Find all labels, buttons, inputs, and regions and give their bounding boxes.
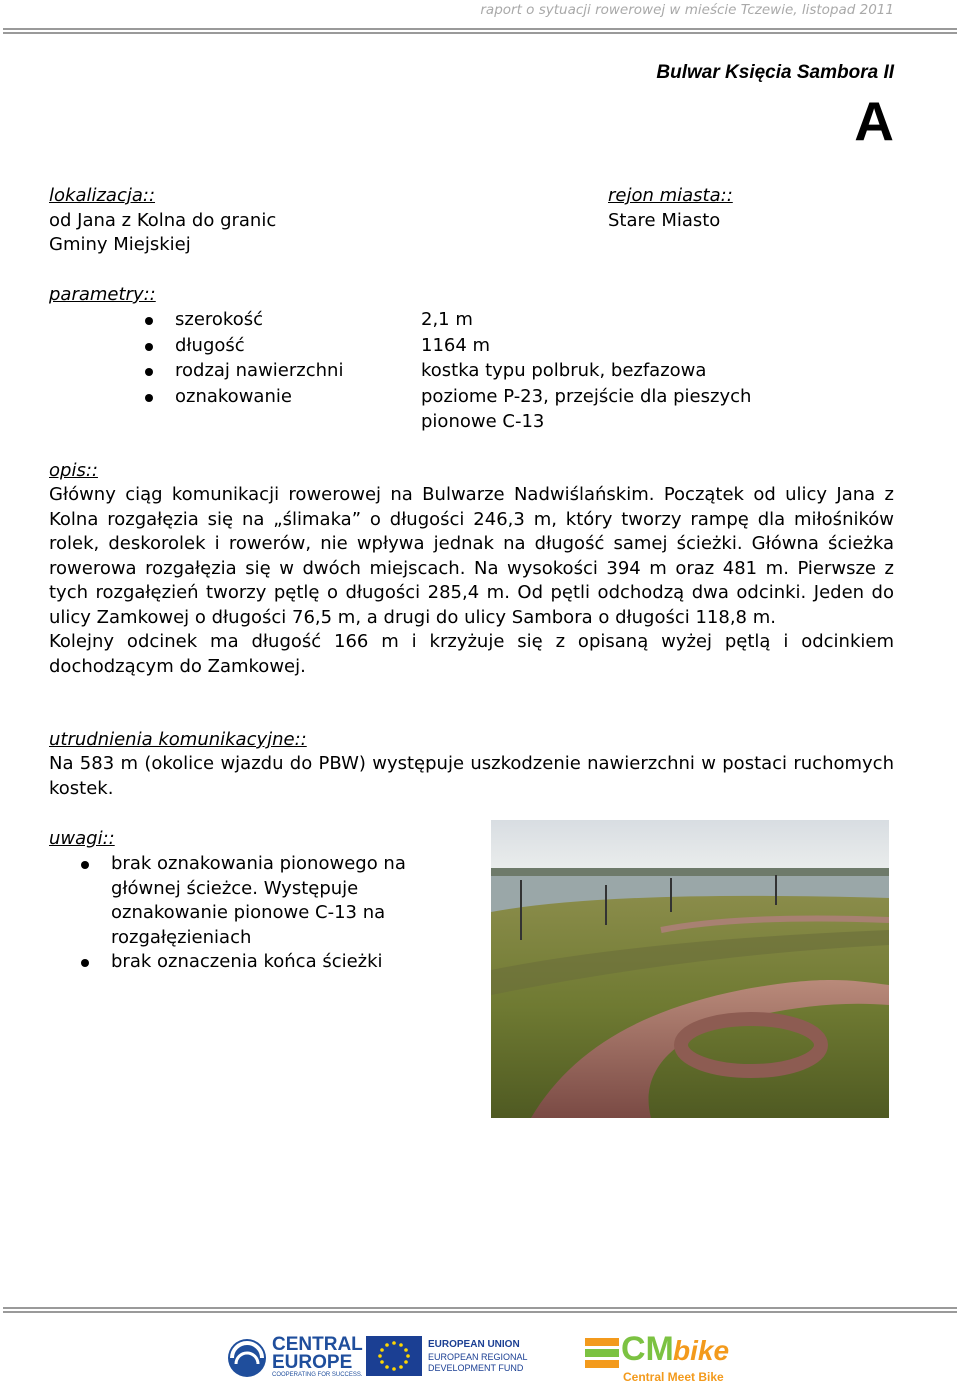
cmbike-logo-bike: bike — [673, 1335, 730, 1366]
parameters-list — [49, 307, 909, 435]
running-header: raport o sytuacji rowerowej w mieście Tczewie, listopad 2011 — [480, 2, 894, 18]
ce-logo-tagline: COOPERATING FOR SUCCESS. — [272, 1372, 363, 1378]
bullet-icon — [81, 861, 89, 869]
remark-text: brak oznaczenia końca ścieżki — [111, 951, 383, 972]
ce-logo-text-line2: EUROPE — [272, 1352, 353, 1373]
location-value-line2: Gminy Miejskiej — [49, 234, 191, 255]
parameter-name: długość — [175, 334, 245, 356]
parameter-value: pionowe C-13 — [421, 411, 545, 432]
central-europe-logo — [226, 1334, 363, 1381]
parameter-value: poziome P-23, przejście dla pieszych — [421, 385, 752, 407]
parameter-name: oznakowanie — [175, 385, 292, 407]
cmbike-logo-main: CM — [621, 1330, 674, 1368]
description-label: opis:: — [49, 460, 98, 481]
description-text — [49, 483, 894, 679]
remarks-list — [49, 852, 469, 975]
parameters-label: parametry:: — [49, 284, 156, 305]
parameter-value: 2,1 m — [421, 309, 473, 330]
district-label: rejon miasta:: — [608, 185, 733, 206]
bullet-icon — [81, 959, 89, 967]
parameter-name: rodzaj nawierzchni — [175, 360, 344, 381]
bullet-icon — [145, 368, 153, 376]
description-paragraph: Główny ciąg komunikacji rowerowej na Bulwarze Nadwiślańskim. Początek od ulicy Jana z Kolna rozgałęzia się na „ślimaka” o długości 246,3 m, który tworzy rampę dla miłośników rolek, deskorolek i rowerów, nie wpływa jednak na długość samej ścieżki. Główna ścieżka rowerowa rozgałęzia się w dwóch miejscach. Na wysokości 394 m oraz 481 m. Pierwsze z tych rozgałęzień tworzy pętlę o długości 285,4 m. Od pętli odchodzą dwa odcinki. Jeden do ulicy Zamkowej o długości 76,5 m, a drugi do ulicy Sambora o długości 118,8 m. — [49, 484, 894, 628]
eu-flag-icon — [366, 1336, 422, 1376]
remarks-label: uwagi:: — [49, 828, 115, 849]
parameter-row-marking-continued — [49, 409, 909, 435]
parameter-row-length — [49, 333, 909, 359]
eu-logo — [366, 1335, 528, 1381]
description-paragraph: Kolejny odcinek ma długość 166 m i krzyżuje się z opisaną wyżej pętlą i odcinkiem dochodzącym do Zamkowej. — [49, 631, 894, 677]
ce-logo-text-line1: CENTRAL — [272, 1334, 363, 1355]
location-label: lokalizacja:: — [49, 185, 156, 206]
cmbike-emblem-icon — [585, 1338, 619, 1368]
bullet-icon — [145, 317, 153, 325]
page-title: Bulwar Księcia Sambora II — [656, 62, 894, 83]
obstacles-label: utrudnienia komunikacyjne:: — [49, 729, 307, 750]
remark-item — [49, 950, 469, 975]
remark-item — [49, 852, 469, 950]
parameter-row-marking — [49, 384, 909, 410]
eu-logo-text-line1: EUROPEAN UNION — [428, 1339, 520, 1350]
bullet-icon — [145, 343, 153, 351]
bike-path-photo — [491, 820, 889, 1118]
parameter-row-width — [49, 307, 909, 333]
location-value-line1: od Jana z Kolna do granic — [49, 210, 277, 231]
remark-text: brak oznakowania pionowego na głównej ścieżce. Występuje oznakowanie pionowe C-13 na rozgałęzieniach — [111, 853, 406, 948]
obstacles-text: Na 583 m (okolice wjazdu do PBW) występuje uszkodzenie nawierzchni w postaci ruchomych kostek. — [49, 753, 894, 799]
bullet-icon — [145, 394, 153, 402]
parameter-value: 1164 m — [421, 334, 491, 356]
cmbike-logo — [585, 1332, 745, 1386]
cmbike-logo-tagline: Central Meet Bike — [623, 1370, 724, 1384]
header-rule — [3, 28, 957, 34]
footer-logos — [0, 1332, 960, 1388]
footer-rule — [3, 1307, 957, 1313]
central-europe-emblem-icon — [226, 1337, 270, 1379]
eu-logo-text-line2: EUROPEAN REGIONAL — [428, 1352, 528, 1362]
parameter-value: kostka typu polbruk, bezfazowa — [421, 360, 707, 381]
eu-logo-text-line3: DEVELOPMENT FUND — [428, 1363, 524, 1373]
district-value: Stare Miasto — [608, 210, 721, 231]
parameter-row-surface — [49, 358, 909, 384]
parameter-name: szerokość — [175, 309, 263, 330]
section-code: A — [854, 90, 894, 152]
